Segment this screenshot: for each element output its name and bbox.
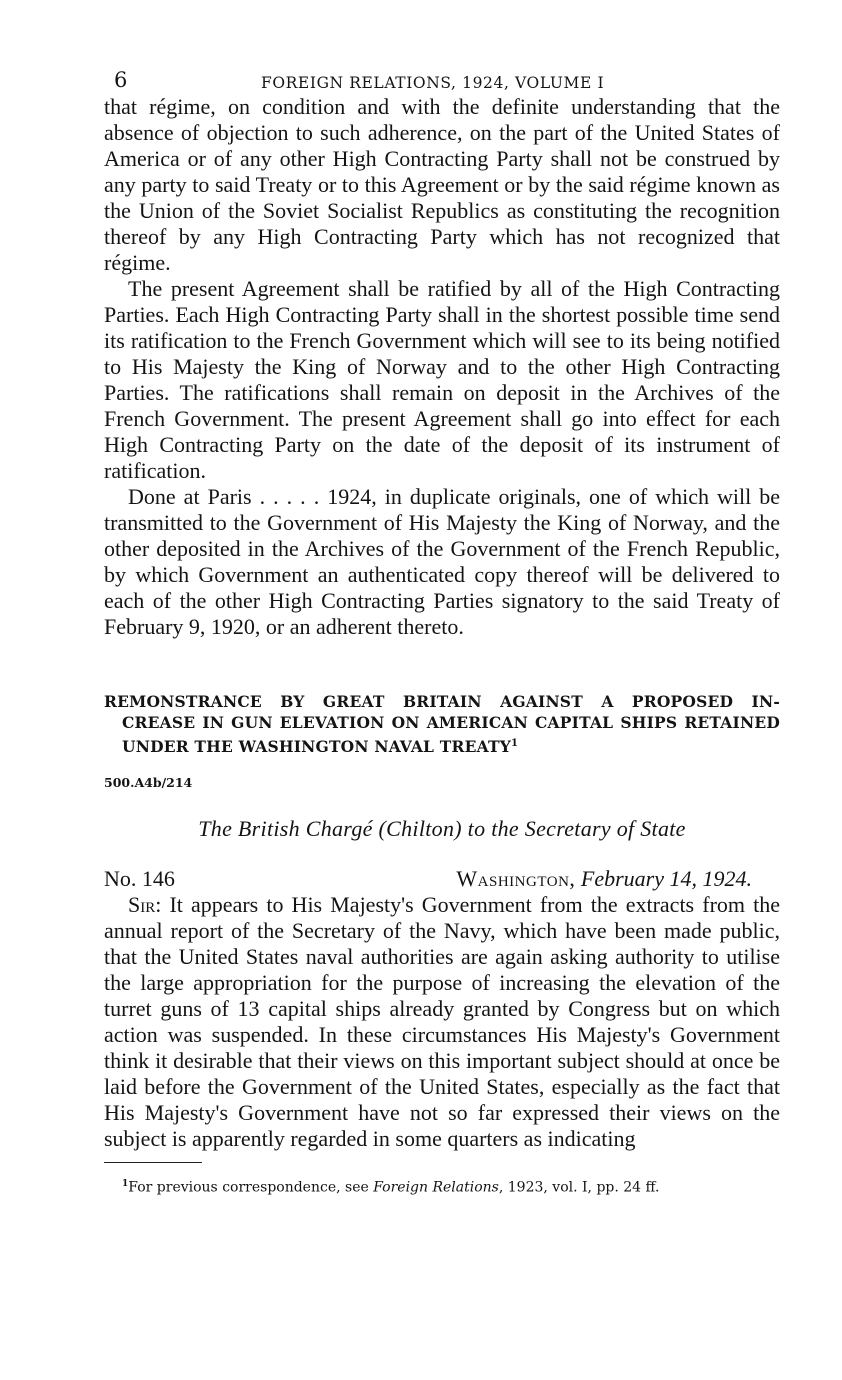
date: February 14, 1924. [580, 866, 752, 892]
document-page [104, 66, 780, 1197]
footnote-reference: 1 [510, 738, 519, 749]
document-number: No. 146 [104, 866, 175, 892]
footnote-mark: 1 [122, 1179, 129, 1190]
section-heading-line1: REMONSTRANCE BY GREAT BRITAIN AGAINST A PROPOSED IN- [104, 692, 780, 711]
paragraph-done-at-paris: Done at Paris . . . . . 1924, in duplicate originals, one of which will be transmitted to the Government of His Majesty the King of Norway, and the other deposited in the Archives of the Government of the French Republic, by which Government an authenticated copy thereof will be delivered to each of the other High Contracting Parties signatory to the said Treaty of February 9, 1920, or an adherent thereto. [104, 484, 780, 639]
salutation: Sir [128, 892, 156, 918]
place-and-date [456, 866, 752, 892]
footnote-divider [104, 1162, 202, 1163]
place: Washington, [456, 866, 576, 892]
running-title: FOREIGN RELATIONS, 1924, VOLUME I [261, 74, 605, 92]
paragraph-continued: that régime, on condition and with the definite understanding that the absence of objection to such adherence, on the part of the United States of America or of any other High Contracting Party shall not be construed by any party to said Treaty or to this Agreement or by the said régime known as the Union of the Soviet Socialist Republics as constituting the recognition thereof by any High Contracting Party which has not recognized that régime. [104, 94, 780, 275]
dateline [104, 866, 780, 892]
file-number: 500.A4b/214 [104, 775, 193, 791]
letter-paragraph [104, 892, 780, 1152]
letter-body [104, 892, 780, 1152]
continued-text [104, 94, 780, 640]
footnote-text-before: For previous correspondence, see [128, 1179, 374, 1196]
running-head [104, 66, 780, 94]
footnote-italic-title: Foreign Relations [373, 1179, 499, 1196]
footnote [104, 1175, 780, 1197]
paragraph-ratification: The present Agreement shall be ratified by all of the High Contracting Parties. Each High Contracting Party shall in the shortest possible time send its ratification to the French Government which will see to its being notified to His Majesty the King of Norway and to the other High Contracting Parties. The ratifications shall remain on deposit in the Archives of the French Government. The present Agreement shall go into effect for each High Contracting Party on the date of the deposit of its instrument of ratification. [104, 276, 780, 483]
letter-text: : It appears to His Majesty's Government from the extracts from the annual report of the Secretary of the Navy, which have been made public, that the United States naval authorities are again asking authority to utilise the large appropriation for the purpose of increasing the elevation of the turret guns of 13 capital ships already granted by Congress but on which action was suspended. In these circumstances His Majesty's Government think it desirable that their views on this important subject should at once be laid before the Government of the United States, especially as the fact that His Majesty's Government have not so far expressed their views on the subject is apparently regarded in some quarters as indicating [104, 892, 780, 1152]
document-title: The British Chargé (Chilton) to the Secretary of State [198, 816, 686, 842]
section-heading-rest: CREASE IN GUN ELEVATION ON AMERICAN CAPITAL SHIPS RETAINED UNDER THE WASHINGTON NAVAL TREATY [122, 713, 780, 757]
footnote-text-after: , 1923, vol. I, pp. 24 ff. [498, 1179, 660, 1196]
page-number: 6 [114, 68, 128, 92]
section-heading-continuation [104, 712, 780, 757]
section-heading [104, 691, 780, 757]
